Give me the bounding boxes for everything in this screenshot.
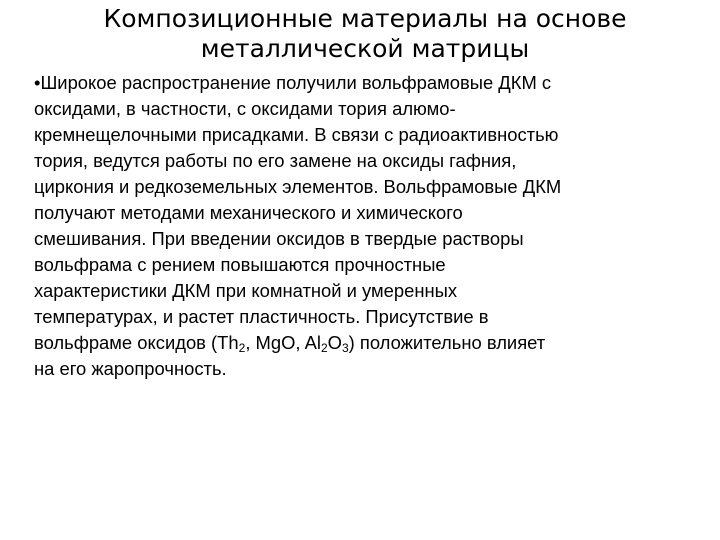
formula-suffix: ) положительно влияет — [348, 332, 546, 353]
body-line-2: оксидами, в частности, с оксидами тория алюмо- — [34, 98, 456, 119]
bullet-marker: • — [34, 72, 41, 93]
title-line-2: металлической матрицы — [200, 34, 530, 63]
body-line-8: вольфрама с рением повышаются прочностные — [34, 254, 446, 275]
body-line-6: получают методами механического и химического — [34, 202, 463, 223]
body-line-formula — [34, 330, 694, 356]
formula-mid-1: , MgO, Al — [245, 332, 321, 353]
body-line-1-text: Широкое распространение получили вольфрамовые ДКМ с — [40, 72, 552, 93]
body-line-10: температурах, и растет пластичность. Присутствие в — [34, 306, 489, 327]
body-line-4: тория, ведутся работы по его замене на оксиды гафния, — [34, 150, 517, 171]
formula-prefix: вольфраме оксидов (Th — [34, 332, 239, 353]
body-line-1 — [34, 70, 694, 96]
formula-sub-o: 3 — [341, 341, 349, 355]
slide-body — [34, 70, 694, 382]
formula-sub-th: 2 — [238, 341, 246, 355]
body-line-3: кремнещелочными присадками. В связи с радиоактивностью — [34, 124, 559, 145]
body-line-last: на его жаропрочность. — [34, 358, 227, 379]
formula-mid-2: O — [327, 332, 342, 353]
formula-sub-al: 2 — [320, 341, 328, 355]
body-line-5: циркония и редкоземельных элементов. Вольфрамовые ДКМ — [34, 176, 562, 197]
title-line-1: Композиционные материалы на основе — [103, 4, 627, 33]
body-line-9: характеристики ДКМ при комнатной и умеренных — [34, 280, 458, 301]
body-line-7: смешивания. При введении оксидов в твердые растворы — [34, 228, 524, 249]
slide-title — [40, 4, 690, 64]
